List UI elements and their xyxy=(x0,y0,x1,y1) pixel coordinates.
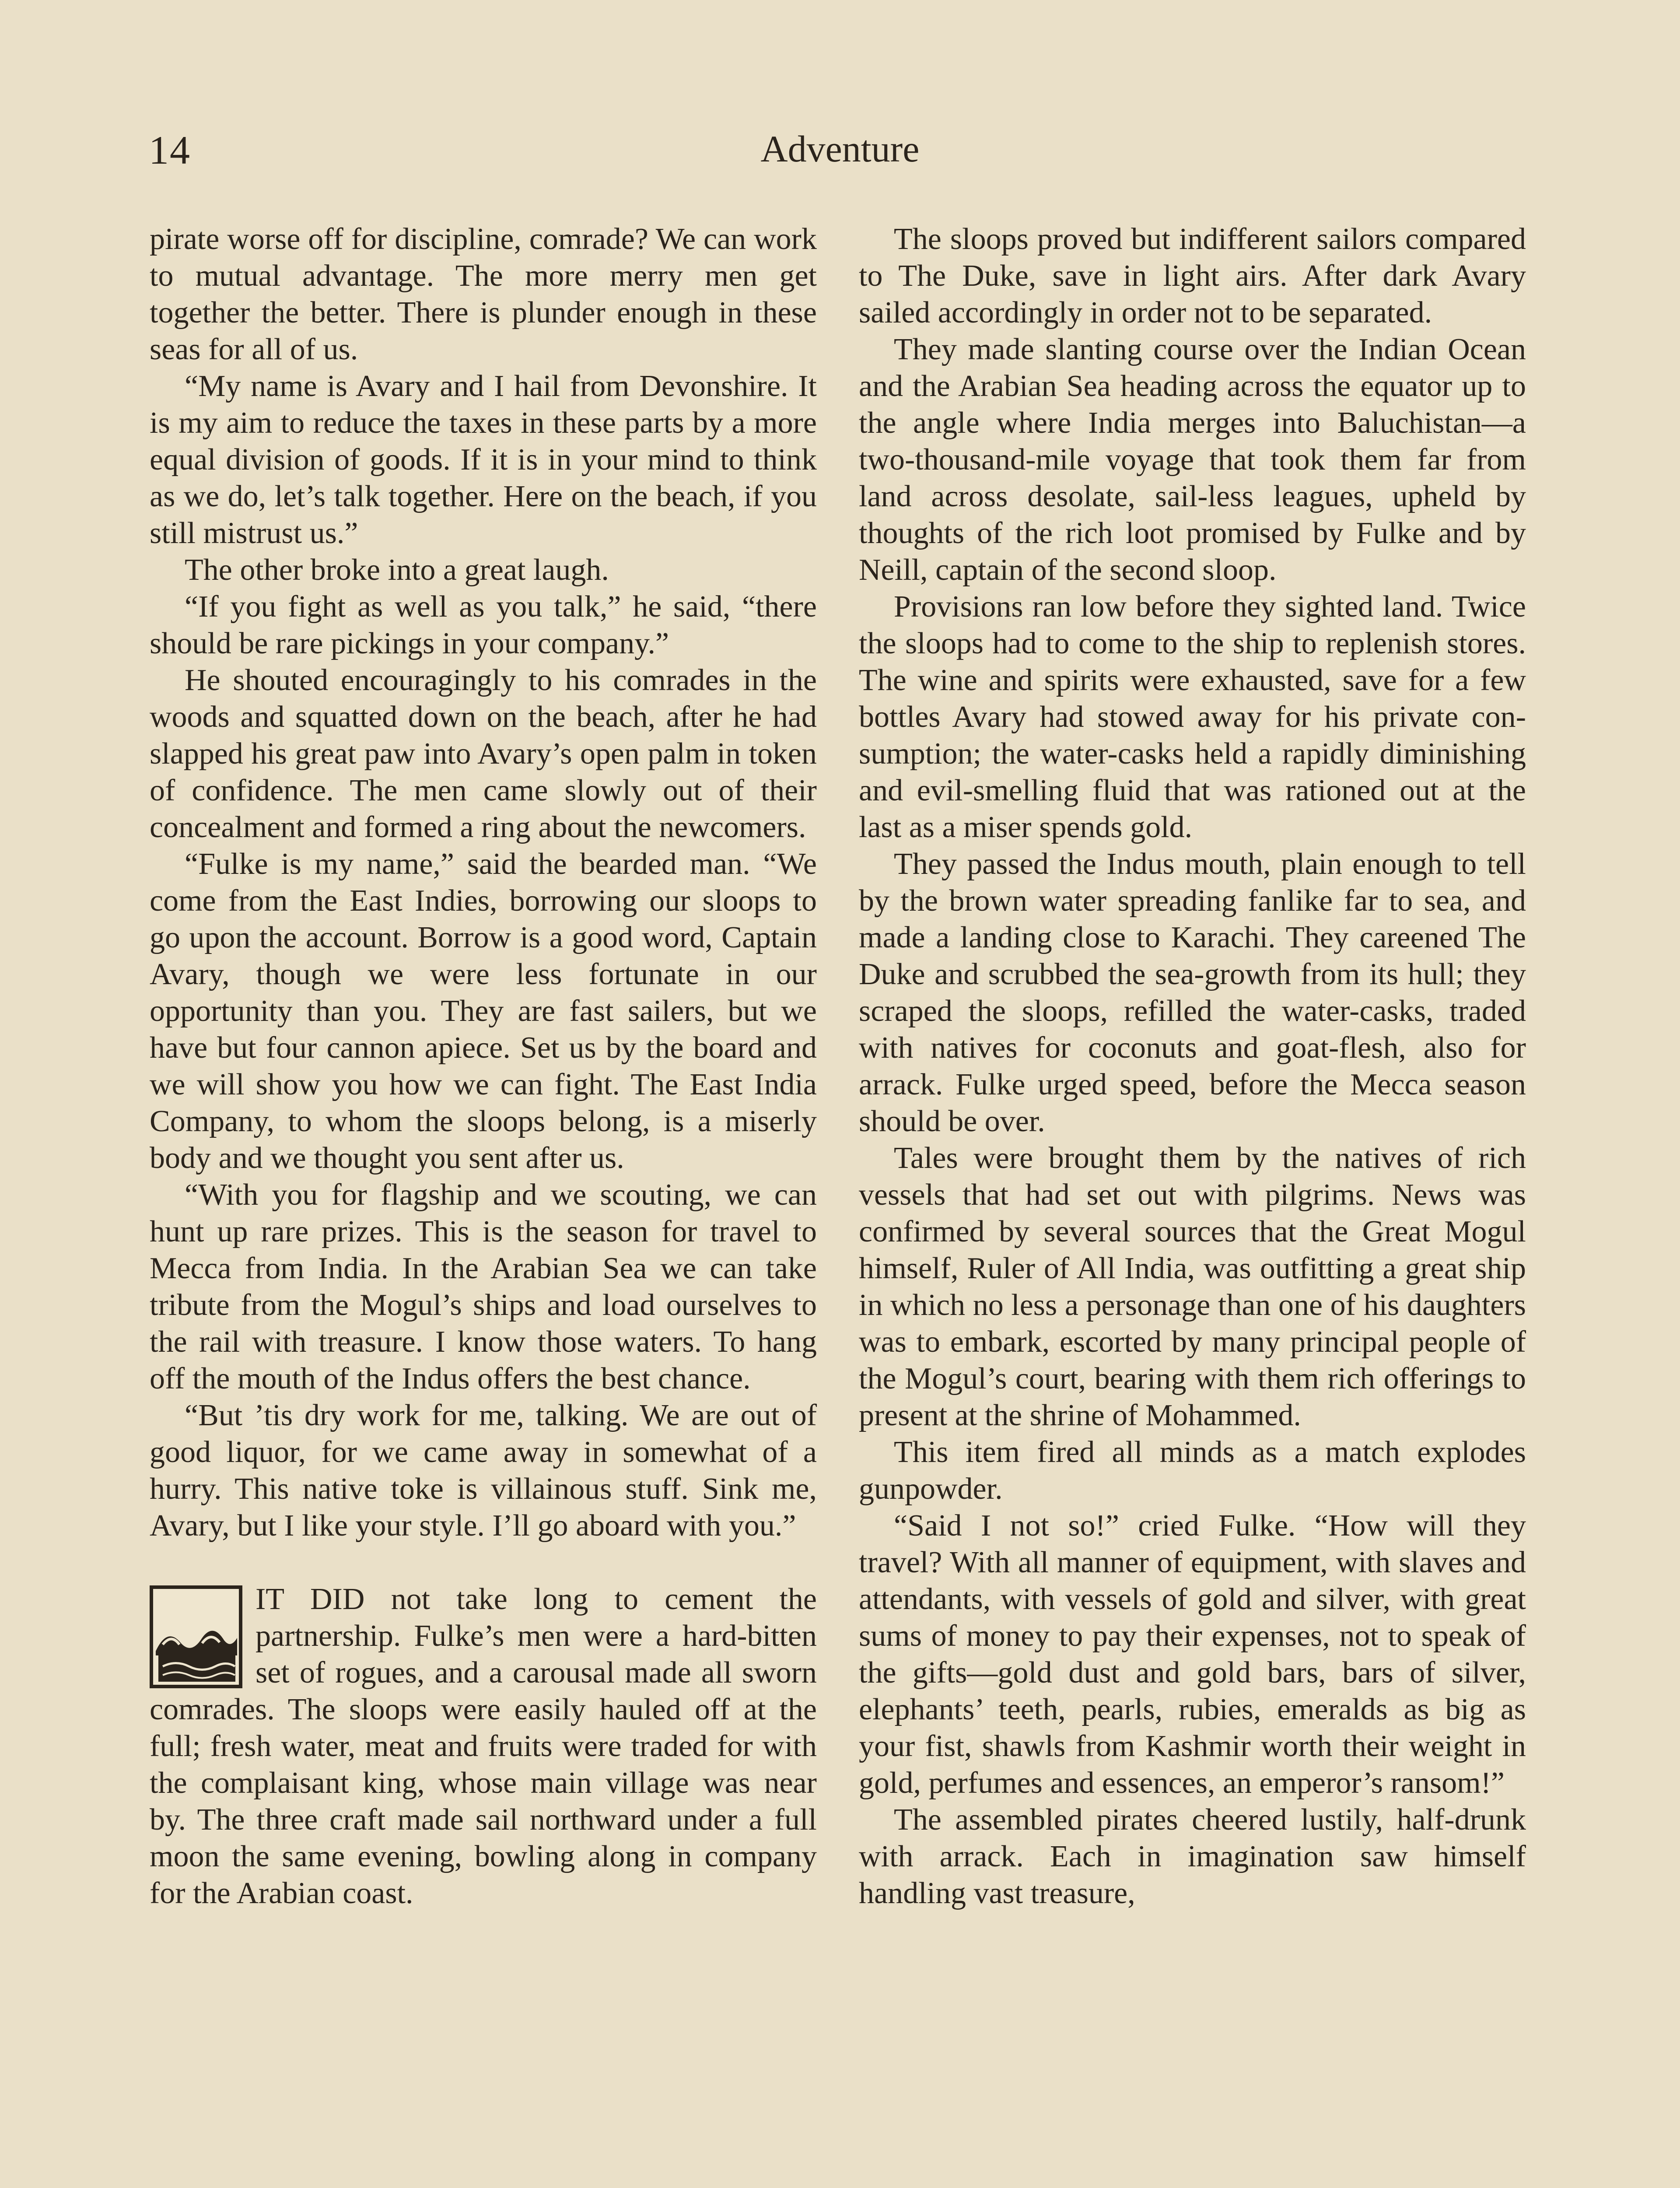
paragraph: Provisions ran low before they sighted land. Twice the sloops had to come to the ship to replenish stores. The wine and spirits were exhausted, save for a few bottles Avary had stowed away for his private consumption; the water-casks held a rapidly diminishing and evil-smelling fluid that was rationed out at the last as a miser spends gold. xyxy=(859,590,1526,844)
paragraph: This item fired all minds as a match explodes gunpowder. xyxy=(859,1435,1526,1506)
paragraph: He shouted encouragingly to his comrades in the woods and squatted down on the beach, after he had slapped his great paw into Avary’s open palm in token of confidence. The men came slowly out of their concealment and formed a ring about the newcomers. xyxy=(150,663,817,844)
paragraph: IT DID not take long to cement the partnership. Fulke’s men were a hard-bitten set of rogues, and a carousal made all sworn comrades. The sloops were easily hauled off at the full; fresh water, meat and fruits were traded for with the complaisant king, whose main village was near by. The three craft made sail northward under a full moon the same evening, bowling along in company for the Arabian coast. xyxy=(150,1582,817,1910)
ocean-waves-icon xyxy=(150,1585,242,1688)
left-column xyxy=(150,221,817,1912)
paragraph: “But ’tis dry work for me, talking. We are out of good liquor, for we came away in somewhat of a hurry. This native toke is villainous stuff. Sink me, Avary, but I like your style. I’ll go aboard with you.” xyxy=(150,1399,817,1543)
magazine-title: Adventure xyxy=(760,128,920,170)
paragraph: “Fulke is my name,” said the bearded man. “We come from the East Indies, borrowing our sloops to go upon the account. Borrow is a good word, Captain Avary, though we were less fortunate in our opportunity than you. They are fast sailers, but we have but four cannon apiece. Set us by the board and we will show you how we can fight. The East India Company, to whom the sloops belong, is a miserly body and we thought you sent after us. xyxy=(150,847,817,1175)
paragraph: They made slanting course over the Indian Ocean and the Arabian Sea heading across the equator up to the angle where India merges into Baluchistan—a two-thousand-mile voyage that took them far from land across desolate, sail-less leagues, upheld by thoughts of the rich loot promised by Fulke and by Neill, captain of the second sloop. xyxy=(859,333,1526,587)
paragraph: The other broke into a great laugh. xyxy=(185,553,609,587)
page-number: 14 xyxy=(149,128,191,172)
paragraph: The assembled pirates cheered lustily, half-drunk with arrack. Each in imagination saw himself handling vast treasure, xyxy=(859,1803,1526,1910)
section-break xyxy=(150,1544,817,1581)
paragraph: “Said I not so!” cried Fulke. “How will they travel? With all manner of equipment, with slaves and attendants, with vessels of gold and silver, with great sums of money to pay their expenses, not to speak of the gifts—gold dust and gold bars, bars of silver, elephants’ teeth, pearls, rubies, emeralds as big as your fist, shawls from Kashmir worth their weight in gold, perfumes and essences, an emperor’s ransom!” xyxy=(859,1509,1526,1800)
paragraph: The sloops proved but indifferent sailors compared to The Duke, save in light airs. After dark Avary sailed accordingly in order not to be separated. xyxy=(859,222,1526,330)
paragraph: “My name is Avary and I hail from Devonshire. It is my aim to reduce the taxes in these parts by a more equal division of goods. If it is in your mind to think as we do, let’s talk together. Here on the beach, if you still mistrust us.” xyxy=(150,369,817,550)
paragraph: Tales were brought them by the natives of rich vessels that had set out with pilgrims. News was confirmed by several sources that the Great Mogul himself, Ruler of All India, was outfitting a great ship in which no less a personage than one of his daughters was to embark, escorted by many principal people of the Mogul’s court, bearing with them rich offerings to present at the shrine of Mohammed. xyxy=(859,1141,1526,1432)
right-column xyxy=(859,221,1526,1912)
paragraph: pirate worse off for discipline, comrade? We can work to mutual advantage. The more merry men get together the better. There is plunder enough in these seas for all of us. xyxy=(150,222,817,366)
paragraph: They passed the Indus mouth, plain enough to tell by the brown water spreading fanlike far to sea, and made a landing close to Karachi. They careened The Duke and scrubbed the sea-growth from its hull; they scraped the sloops, refilled the water-casks, traded with natives for coconuts and goat-flesh, also for arrack. Fulke urged speed, before the Mecca season should be over. xyxy=(859,847,1526,1138)
page-header xyxy=(149,127,1531,179)
paragraph: “If you fight as well as you talk,” he said, “there should be rare pickings in your company.” xyxy=(150,590,817,660)
paragraph: “With you for flagship and we scouting, we can hunt up rare prizes. This is the season for travel to Mecca from India. In the Arabian Sea we can take tribute from the Mogul’s ships and load ourselves to the rail with treasure. I know those waters. To hang off the mouth of the Indus offers the best chance. xyxy=(150,1178,817,1396)
